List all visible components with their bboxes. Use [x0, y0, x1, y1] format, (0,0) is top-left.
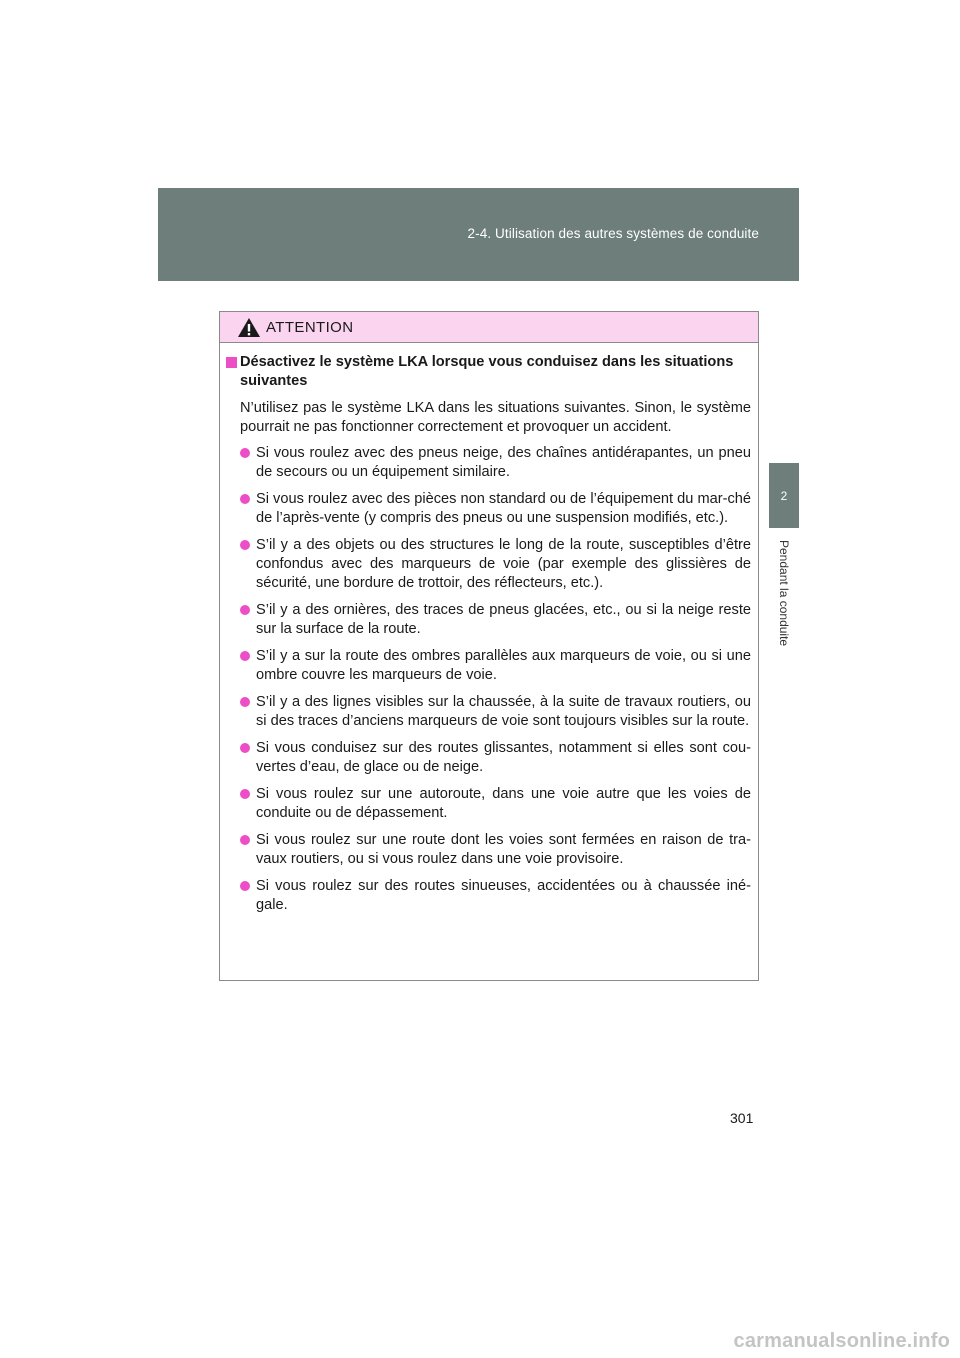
warning-section-title	[226, 353, 751, 391]
circle-bullet-icon	[240, 605, 250, 615]
chapter-tab	[769, 463, 799, 528]
bullet-list	[226, 444, 751, 915]
circle-bullet-icon	[240, 448, 250, 458]
circle-bullet-icon	[240, 540, 250, 550]
warning-box	[219, 311, 759, 981]
section-title-header: 2-4. Utilisation des autres systèmes de conduite	[467, 226, 759, 241]
list-item: Si vous roulez sur une route dont les voies sont fermées en raison de tra-vaux routiers, ou si vous roulez dans une voie provisoire.	[240, 831, 751, 869]
circle-bullet-icon	[240, 881, 250, 891]
chapter-label: Pendant la conduite	[777, 540, 791, 647]
list-item: Si vous roulez avec des pneus neige, des chaînes antidérapantes, un pneu de secours ou un équipement similaire.	[240, 444, 751, 482]
warning-triangle-icon	[237, 317, 261, 338]
header-band	[158, 188, 799, 281]
circle-bullet-icon	[240, 494, 250, 504]
warning-body	[220, 343, 758, 915]
warning-header	[220, 312, 758, 343]
warning-title: ATTENTION	[266, 318, 354, 336]
warning-section-title-text: Désactivez le système LKA lorsque vous conduisez dans les situations suivantes	[240, 354, 734, 389]
list-item: S’il y a sur la route des ombres parallèles aux marqueurs de voie, ou si une ombre couvre les marqueurs de voie.	[240, 647, 751, 685]
chapter-number: 2	[780, 488, 788, 503]
circle-bullet-icon	[240, 697, 250, 707]
circle-bullet-icon	[240, 789, 250, 799]
list-item: S’il y a des ornières, des traces de pneus glacées, etc., ou si la neige reste sur la surface de la route.	[240, 601, 751, 639]
watermark: carmanualsonline.info	[733, 1330, 950, 1352]
circle-bullet-icon	[240, 651, 250, 661]
list-item: Si vous conduisez sur des routes glissantes, notamment si elles sont cou-vertes d’eau, de glace ou de neige.	[240, 739, 751, 777]
list-item: Si vous roulez sur des routes sinueuses, accidentées ou à chaussée iné-gale.	[240, 877, 751, 915]
square-bullet-icon	[226, 357, 237, 368]
list-item: Si vous roulez avec des pièces non standard ou de l’équipement du mar-ché de l’après-vente (y compris des pneus ou une suspension modifiés, etc.).	[240, 490, 751, 528]
warning-intro: N’utilisez pas le système LKA dans les situations suivantes. Sinon, le système pourrait ne pas fonctionner correctement et provoquer un accident.	[240, 400, 751, 435]
circle-bullet-icon	[240, 835, 250, 845]
list-item: Si vous roulez sur une autoroute, dans une voie autre que les voies de conduite ou de dépassement.	[240, 785, 751, 823]
page-number: 301	[730, 1110, 754, 1126]
list-item: S’il y a des lignes visibles sur la chaussée, à la suite de travaux routiers, ou si des traces d’anciens marqueurs de voie sont toujours visibles sur la route.	[240, 693, 751, 731]
list-item: S’il y a des objets ou des structures le long de la route, susceptibles d’être confondus avec des marqueurs de voie (par exemple des glissières de sécurité, une bordure de trottoir, des réflecteurs, etc.).	[240, 536, 751, 593]
circle-bullet-icon	[240, 743, 250, 753]
